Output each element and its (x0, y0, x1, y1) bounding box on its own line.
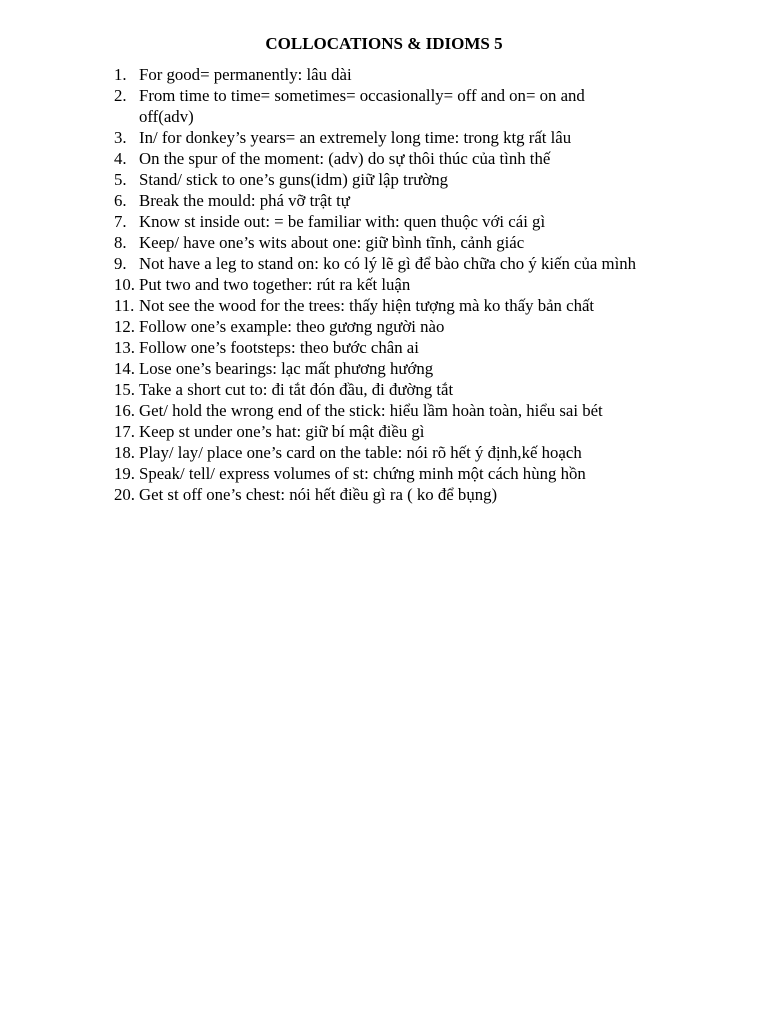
list-item (114, 274, 714, 295)
list-item (114, 148, 714, 169)
list-item-text: In/ for donkey’s years= an extremely long time: trong ktg rất lâu (139, 128, 572, 147)
list-item (114, 442, 714, 463)
list-item (114, 190, 714, 211)
list-item (114, 211, 714, 232)
list-item-text: Get/ hold the wrong end of the stick: hiểu lầm hoàn toàn, hiểu sai bét (139, 401, 603, 420)
list-item-number: 4. (114, 149, 127, 168)
list-item-text: Follow one’s example: theo gương người nào (139, 317, 445, 336)
list-item-number: 13. (114, 338, 135, 357)
list-item (114, 316, 714, 337)
list-item-text: Speak/ tell/ express volumes of st: chứng minh một cách hùng hồn (139, 464, 586, 483)
list-item-number: 18. (114, 443, 135, 462)
list-item (114, 421, 714, 442)
list-item-number: 9. (114, 254, 127, 273)
list-item-number: 20. (114, 485, 135, 504)
list-item-text: Put two and two together: rút ra kết luận (139, 275, 411, 294)
page-title: COLLOCATIONS & IDIOMS 5 (265, 34, 503, 53)
list-item-number: 2. (114, 86, 127, 105)
list-item (114, 169, 714, 190)
list-item-text: Keep st under one’s hat: giữ bí mật điều gì (139, 422, 425, 441)
list-item-text: For good= permanently: lâu dài (139, 65, 352, 84)
list-item (114, 337, 714, 358)
list-item (114, 232, 714, 253)
list-item-number: 5. (114, 170, 127, 189)
list-item-number: 1. (114, 65, 127, 84)
list-item (114, 127, 714, 148)
list-item-text: Lose one’s bearings: lạc mất phương hướng (139, 359, 434, 378)
list-item (114, 295, 714, 316)
list-item (114, 484, 714, 505)
list-item-number: 6. (114, 191, 127, 210)
list-item-number: 8. (114, 233, 127, 252)
list-item (114, 400, 714, 421)
list-item-number: 17. (114, 422, 135, 441)
list-item-text: Keep/ have one’s wits about one: giữ bình tĩnh, cảnh giác (139, 233, 525, 252)
list-item-text: Follow one’s footsteps: theo bước chân ai (139, 338, 419, 357)
list-item-text: From time to time= sometimes= occasionally= off and on= on and off(adv) (139, 86, 585, 126)
list-item-text: Not see the wood for the trees: thấy hiện tượng mà ko thấy bản chất (139, 296, 595, 315)
list-item (114, 463, 714, 484)
list-item (114, 253, 714, 274)
list-item-number: 7. (114, 212, 127, 231)
list-item-text: Break the mould: phá vỡ trật tự (139, 191, 350, 210)
list-item-number: 14. (114, 359, 135, 378)
list-item-text: Know st inside out: = be familiar with: quen thuộc với cái gì (139, 212, 546, 231)
list-item (114, 64, 714, 85)
list-item-text: Stand/ stick to one’s guns(idm) giữ lập trường (139, 170, 449, 189)
list-item-text: Get st off one’s chest: nói hết điều gì ra ( ko để bụng) (139, 485, 498, 504)
idiom-list (114, 64, 714, 505)
list-item-number: 10. (114, 275, 135, 294)
list-item-number: 15. (114, 380, 135, 399)
list-item-text: Not have a leg to stand on: ko có lý lẽ gì để bào chữa cho ý kiến của mình (139, 254, 637, 273)
list-item-number: 3. (114, 128, 127, 147)
list-item-number: 11. (114, 296, 135, 315)
list-item-text: On the spur of the moment: (adv) do sự thôi thúc của tình thế (139, 149, 551, 168)
list-item (114, 358, 714, 379)
list-item (114, 85, 639, 127)
list-item-number: 19. (114, 464, 135, 483)
list-item-text: Take a short cut to: đi tắt đón đầu, đi đường tắt (139, 380, 454, 399)
list-item-number: 16. (114, 401, 135, 420)
list-item-number: 12. (114, 317, 135, 336)
list-item (114, 379, 714, 400)
list-item-text: Play/ lay/ place one’s card on the table: nói rõ hết ý định,kế hoạch (139, 443, 582, 462)
